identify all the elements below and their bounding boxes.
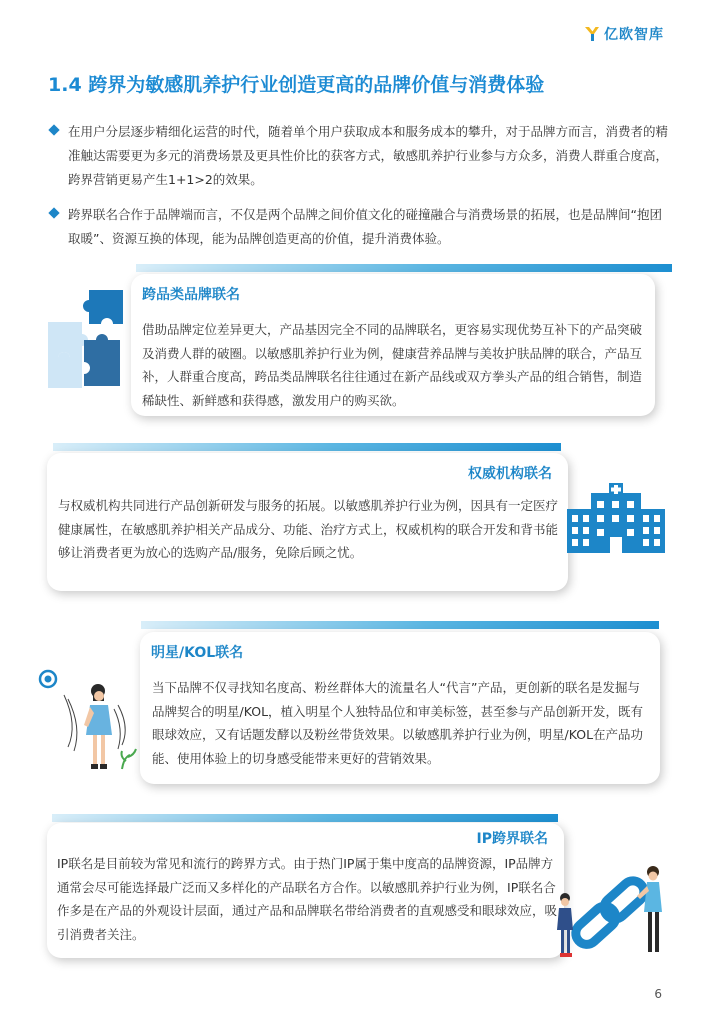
card-body: 当下品牌不仅寻找知名度高、粉丝群体大的流量名人“代言”产品，更创新的联名是发掘与品牌契合的明星/KOL，植入明星个人独特品位和审美标签，甚至参与产品创新开发，既有眼球效应，又有话题发酵以及粉丝带货效果。以敏感肌养护行业为例，明星/KOL在产品功能、使用体验上的切身感受能带来更好的营销效果。 <box>152 680 644 766</box>
puzzle-icon <box>44 288 134 388</box>
influencer-icon <box>38 665 142 777</box>
hospital-icon <box>565 481 667 555</box>
card-header-stripe <box>52 814 558 822</box>
bullet-paragraph <box>48 203 668 251</box>
card-header-stripe <box>53 443 561 451</box>
brand-logo-mark-icon <box>583 25 601 43</box>
card-celebrity-kol <box>140 632 660 784</box>
chain-link-icon <box>556 860 668 964</box>
bullet-text: 跨界联名合作于品牌端而言，不仅是两个品牌之间价值文化的碰撞融合与消费场景的拓展，也是品牌间“抱团取暖”、资源互换的体现，能为品牌创造更高的价值，提升消费体验。 <box>68 207 662 246</box>
card-cross-category <box>131 274 655 416</box>
bullet-diamond-icon <box>48 124 59 135</box>
card-header-stripe <box>136 264 672 272</box>
brand-name: 亿欧智库 <box>604 27 664 43</box>
bullet-diamond-icon <box>48 207 59 218</box>
card-title: 跨品类品牌联名 <box>142 287 240 303</box>
card-title: 明星/KOL联名 <box>151 645 244 661</box>
page-number: 6 <box>654 987 662 1001</box>
brand-logo <box>583 24 664 44</box>
card-ip-crossover <box>47 823 564 958</box>
card-title: IP跨界联名 <box>476 831 548 847</box>
card-body: 与权威机构共同进行产品创新研发与服务的拓展。以敏感肌养护行业为例，因具有一定医疗健康属性，在敏感肌养护相关产品成分、功能、治疗方式上，权威机构的联合开发和背书能够让消费者更为放心的选购产品/服务，免除后顾之忧。 <box>58 498 559 560</box>
card-title: 权威机构联名 <box>468 466 552 482</box>
card-authority <box>47 453 568 591</box>
bullet-paragraph <box>48 120 668 192</box>
card-body: 借助品牌定位差异更大，产品基因完全不同的品牌联名，更容易实现优势互补下的产品突破及消费人群的破圈。以敏感肌养护行业为例，健康营养品牌与美妆护肤品牌的联合，产品互补，人群重合度高，跨品类品牌联名往往通过在新产品线或双方拳头产品的组合销售，制造稀缺性、新鲜感和获得感，激发用户的购买欲。 <box>142 322 643 408</box>
section-title: 1.4 跨界为敏感肌养护行业创造更高的品牌价值与消费体验 <box>48 74 545 96</box>
card-body: IP联名是目前较为常见和流行的跨界方式。由于热门IP属于集中度高的品牌资源，IP品牌方通常会尽可能选择最广泛而又多样化的产品联名方合作。以敏感肌养护行业为例，IP联名合作多是在产品的外观设计层面，通过产品和品牌联名带给消费者的直观感受和眼球效应，吸引消费者关注。 <box>57 856 558 942</box>
card-header-stripe <box>141 621 659 629</box>
bullet-text: 在用户分层逐步精细化运营的时代，随着单个用户获取成本和服务成本的攀升，对于品牌方而言，消费者的精准触达需要更为多元的消费场景及更具性价比的获客方式，敏感肌养护行业参与方众多，消费人群重合度高，跨界营销更易产生1+1>2的效果。 <box>68 124 669 187</box>
